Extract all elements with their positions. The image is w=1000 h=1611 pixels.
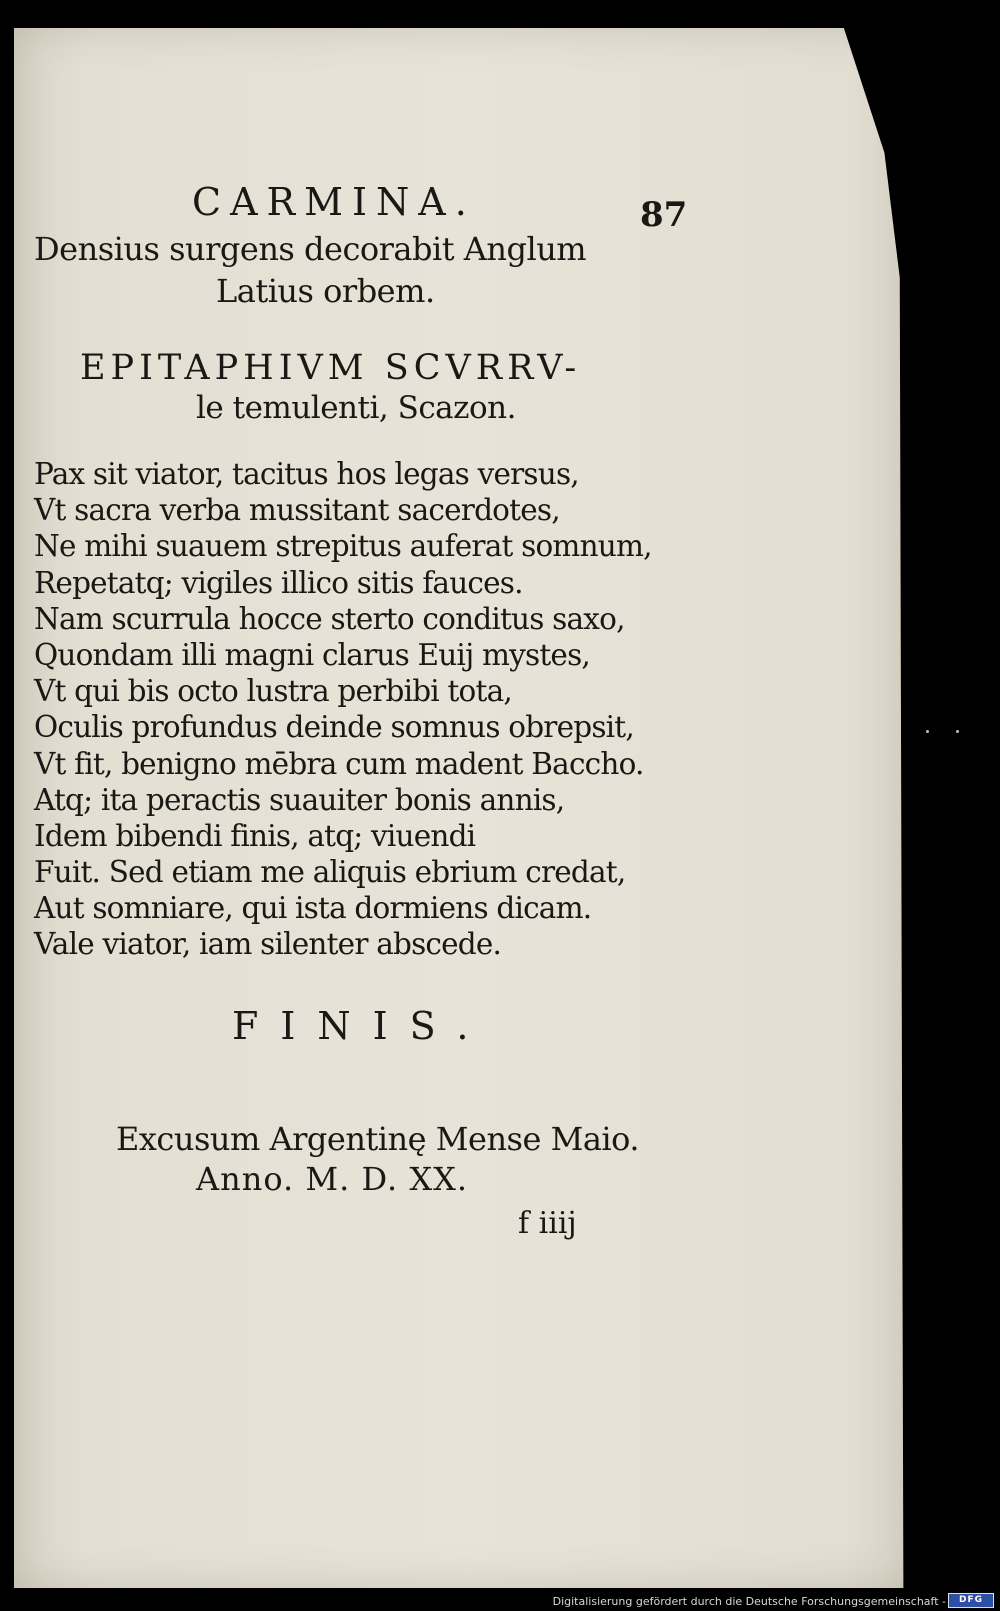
- poem-line: Nam scurrula hocce sterto conditus saxo,: [34, 601, 625, 636]
- colophon-line: Excusum Argentinę Mense Maio.: [116, 1120, 640, 1158]
- poem-line: Pax sit viator, tacitus hos legas versus,: [34, 457, 579, 491]
- finis-mark: FINIS.: [232, 1004, 491, 1048]
- edge-dot: [926, 730, 929, 733]
- running-head: CARMINA.: [192, 180, 476, 224]
- signature-mark: f iiij: [518, 1206, 577, 1241]
- epitaph-heading: EPITAPHIVM SCVRRV-: [80, 348, 582, 388]
- prelude-line: Densius surgens decorabit Anglum: [34, 230, 587, 268]
- poem-line: Atq; ita peractis suauiter bonis annis,: [34, 782, 565, 817]
- digitization-credit: Digitalisierung gefördert durch die Deutsche Forschungsgemeinschaft -: [552, 1595, 946, 1608]
- folio-number: 87: [640, 195, 688, 235]
- poem-line: Vt qui bis octo lustra perbibi tota,: [34, 674, 512, 709]
- poem-line: Repetatq; vigiles illico sitis fauces.: [34, 565, 523, 600]
- epitaph-subheading: le temulenti, Scazon.: [196, 390, 516, 426]
- edge-dot: [956, 730, 959, 733]
- colophon-line: Anno. M. D. XX.: [196, 1160, 469, 1198]
- poem-line: Quondam illi magni clarus Euij mystes,: [34, 637, 590, 672]
- poem-verses: [34, 456, 652, 963]
- poem-line: Fuit. Sed etiam me aliquis ebrium credat,: [34, 855, 626, 890]
- poem-line: Vale viator, iam silenter abscede.: [34, 927, 502, 962]
- poem-line: Vt fit, benigno mēbra cum madent Baccho.: [34, 746, 644, 781]
- poem-line: Ne mihi suauem strepitus auferat somnum,: [34, 529, 652, 564]
- dfg-logo: DFG: [948, 1593, 994, 1608]
- poem-line: Vt sacra verba mussitant sacerdotes,: [34, 493, 560, 528]
- prelude-line: Latius orbem.: [216, 272, 435, 310]
- poem-line: Oculis profundus deinde somnus obrepsit,: [34, 710, 634, 745]
- poem-line: Idem bibendi finis, atq; viuendi: [34, 818, 476, 853]
- poem-line: Aut somniare, qui ista dormiens dicam.: [34, 891, 592, 926]
